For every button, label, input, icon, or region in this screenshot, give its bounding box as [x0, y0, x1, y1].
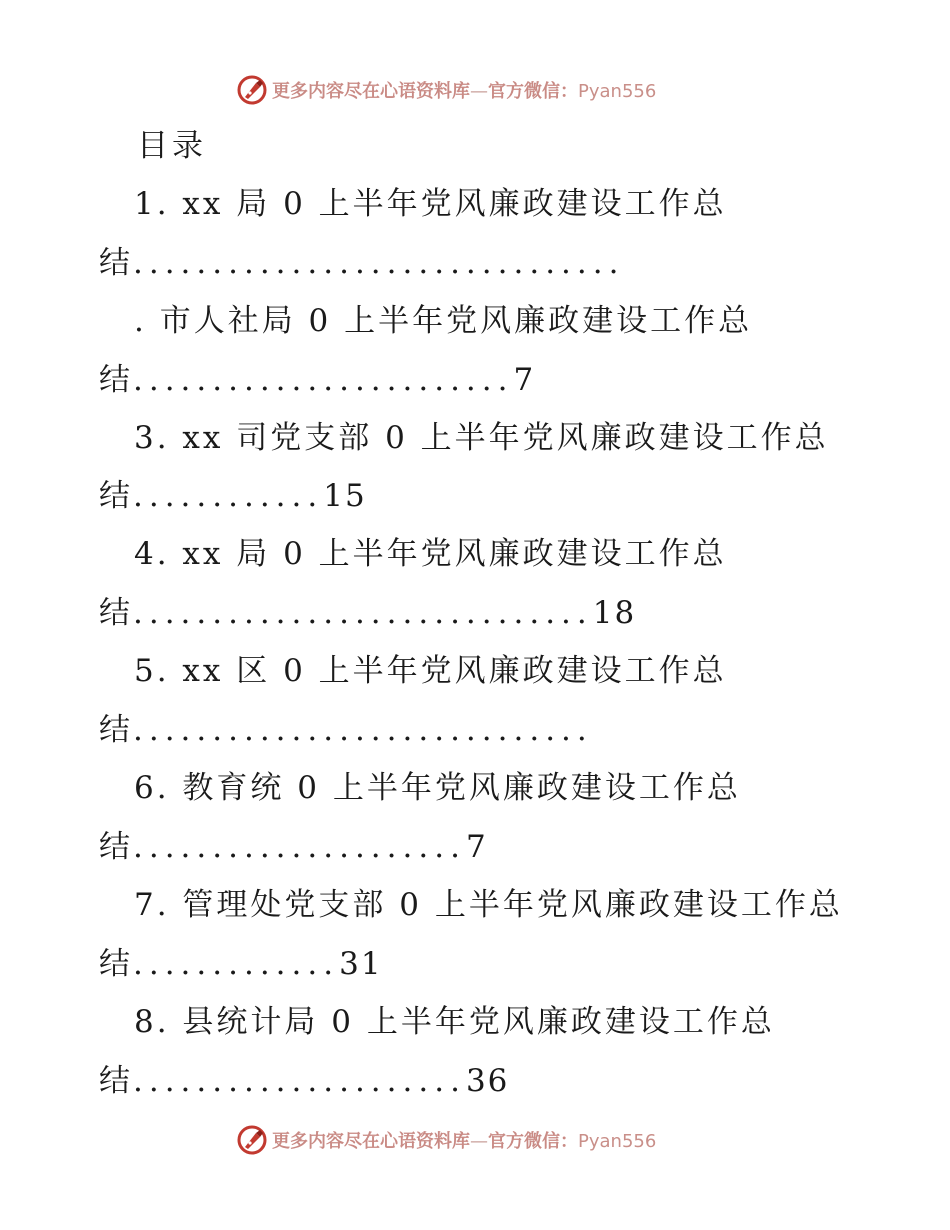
toc-entry-1-tail: 结 [99, 245, 133, 281]
toc-entry-3-page: 15 [323, 478, 367, 514]
toc-entry-2-heading: . 市人社局 0 上半年党风廉政建设工作总 [134, 303, 753, 339]
toc-entry-3-heading: 3. xx 司党支部 0 上半年党风廉政建设工作总 [134, 420, 829, 456]
toc-entry-8-tail: 结 [99, 1063, 133, 1099]
toc-entry-1-heading: 1. xx 局 0 上半年党风廉政建设工作总 [134, 186, 727, 222]
toc-entry-2-page: 7 [513, 362, 536, 398]
banner-site-name: 更多内容尽在心语资料库 [272, 81, 470, 102]
toc-entry-6-leader [99, 825, 488, 869]
toc-entry-4-dots: ............................. [133, 595, 593, 631]
toc-entry-2-dots: ........................ [133, 362, 514, 398]
toc-entry-2-leader [99, 358, 535, 402]
toc-entry-1-dots: ............................... [133, 245, 625, 281]
toc-entry-4-tail: 结 [99, 595, 133, 631]
banner-site-name: 更多内容尽在心语资料库 [272, 1131, 470, 1152]
toc-entry-1-leader [99, 241, 624, 285]
toc-entry-5-heading: 5. xx 区 0 上半年党风廉政建设工作总 [134, 653, 727, 689]
footer-banner [236, 1122, 656, 1158]
banner-text [272, 1127, 656, 1153]
toc-entry-5-leader [99, 708, 593, 752]
toc-title: 目录 [137, 128, 207, 164]
toc-entry-4-page: 18 [592, 595, 637, 631]
banner-wechat-label: 官方微信： [488, 1131, 578, 1152]
toc-entry-8-heading: 8. 县统计局 0 上半年党风廉政建设工作总 [134, 1004, 775, 1040]
toc-entry-6-page: 7 [465, 829, 488, 865]
toc-entry-5-tail: 结 [99, 712, 133, 748]
toc-entry-6-heading: 6. 教育统 0 上半年党风廉政建设工作总 [134, 770, 741, 806]
toc-entry-8-dots: ..................... [133, 1063, 466, 1099]
toc-entry-3-dots: ............ [133, 478, 324, 514]
banner-wechat-id: Pyan556 [578, 81, 657, 102]
pen-nib-logo-icon [236, 74, 268, 106]
toc-entry-7-leader [99, 942, 383, 986]
toc-entry-6-tail: 结 [99, 829, 133, 865]
banner-wechat-id: Pyan556 [578, 1131, 657, 1152]
toc-entry-3-leader [99, 474, 367, 518]
pen-nib-logo-icon [236, 1124, 268, 1156]
toc-entry-5-dots: ............................. [133, 712, 593, 748]
banner-wechat-label: 官方微信： [488, 81, 578, 102]
header-banner [236, 72, 656, 108]
banner-dash: — [470, 81, 488, 102]
toc-entry-7-tail: 结 [99, 946, 133, 982]
toc-entry-8-page: 36 [465, 1063, 510, 1099]
banner-text [272, 77, 656, 103]
toc-entry-6-dots: ..................... [133, 829, 466, 865]
toc-entry-4-heading: 4. xx 局 0 上半年党风廉政建设工作总 [134, 536, 727, 572]
toc-entry-8-leader [99, 1059, 509, 1103]
toc-entry-7-page: 31 [339, 946, 383, 982]
toc-entry-4-leader [99, 591, 636, 635]
toc-entry-7-dots: ............. [133, 946, 340, 982]
banner-dash: — [470, 1131, 488, 1152]
toc-entry-3-tail: 结 [99, 478, 133, 514]
toc-entry-2-tail: 结 [99, 362, 133, 398]
toc-entry-7-heading: 7. 管理处党支部 0 上半年党风廉政建设工作总 [134, 887, 843, 923]
